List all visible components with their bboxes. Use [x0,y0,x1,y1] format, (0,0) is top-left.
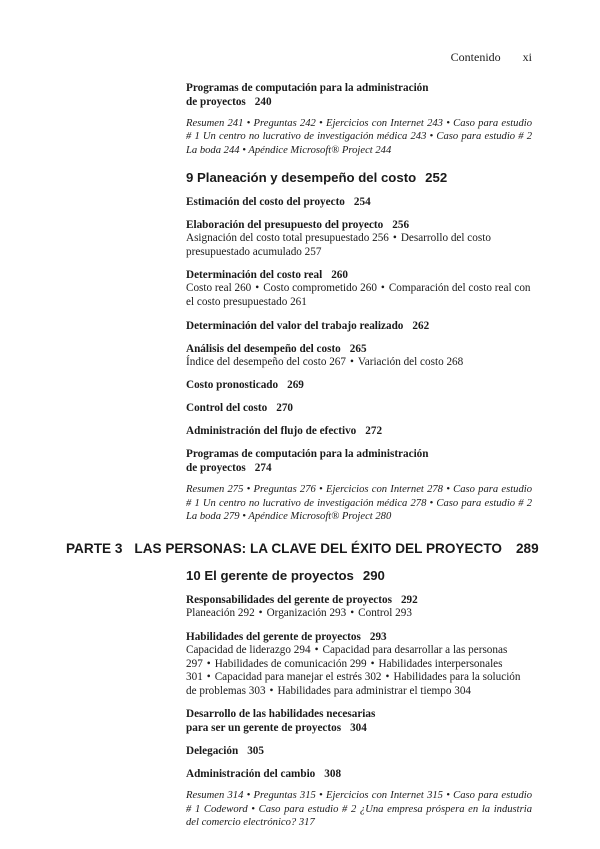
toc-section [186,268,532,309]
section-page-number: 269 [287,379,304,392]
section-heading[interactable] [186,81,532,109]
subsection-entry[interactable]: Habilidades interpersonales 301 [186,657,503,684]
bullet-separator: • [385,671,390,684]
bullet-separator: • [269,684,274,697]
section-heading[interactable] [186,424,532,438]
section-heading[interactable] [186,401,532,415]
section-page-number: 270 [276,402,293,415]
subsection-entry[interactable]: Habilidades de comunicación 299 [214,657,367,670]
section-title-line: Estimación del costo del proyecto [186,196,345,209]
subsection-entry[interactable]: Comparación del costo real con el costo presupuestado 261 [186,282,531,308]
section-heading[interactable] [186,630,532,644]
section-heading[interactable] [186,593,532,607]
subsection-entry[interactable]: Control 293 [358,607,412,620]
page-number: xi [522,50,532,64]
bullet-separator: • [314,644,319,656]
chapter-page-number: 252 [425,170,448,186]
section-page-number: 256 [392,219,410,232]
section-title-line: Programas de computación para la administración [186,448,429,461]
section-page-number: 305 [247,745,264,758]
section-title-line: para ser un gerente de proyectos [186,722,342,735]
section-heading[interactable] [186,767,532,781]
bullet-separator: • [258,607,263,620]
part-heading[interactable] [66,540,539,557]
chapter-heading[interactable] [186,568,532,584]
subsection-list [186,607,532,621]
section-title-line: Administración del cambio [186,768,316,781]
chapter-end-references: Resumen 275 • Preguntas 276 • Ejercicios con Internet 278 • Caso para estudio # 1 Un centro no lucrativo de investigación médica 278 • Caso para estudio # 2 La boda 279 • Apéndice Microsoft® Project 280 [186,484,532,522]
subsection-entry[interactable]: Capacidad para manejar el estrés 302 [214,671,382,684]
table-of-contents [66,72,539,830]
toc-section [186,424,532,438]
running-header [451,50,532,65]
subsection-entry[interactable]: Organización 293 [266,607,347,620]
subsection-entry[interactable]: Costo real 260 [186,282,252,295]
section-page-number: 274 [254,462,272,475]
section-heading[interactable] [186,218,532,232]
subsection-entry[interactable]: Desarrollo del costo presupuestado acumulado 257 [186,232,491,258]
bullet-separator: • [370,657,375,670]
toc-section [186,378,532,392]
subsection-list [186,232,532,259]
chapter-end-references: Resumen 314 • Preguntas 315 • Ejercicios con Internet 315 • Caso para estudio # 1 Codeword • Caso para estudio # 2 ¿Una empresa próspera en la industria del comercio electrónico? 317 [186,790,532,829]
section-title-line: Determinación del costo real [186,269,323,282]
chapter-page-number: 290 [362,568,385,584]
section-title-line: Costo pronosticado [186,379,279,392]
section-page-number: 272 [365,425,383,438]
section-title-line: Responsabilidades del gerente de proyectos [186,594,392,607]
section-page-number: 262 [412,319,430,332]
section-page-number: 260 [331,269,348,282]
subsection-entry[interactable]: Habilidades para administrar el tiempo 304 [277,684,472,697]
bullet-separator: • [380,282,385,295]
chapter-title: El gerente de proyectos [204,568,354,584]
toc-section [186,195,532,209]
bullet-separator: • [255,282,260,295]
part-label: PARTE 3 [66,541,123,557]
section-title-line: de proyectos [186,96,246,108]
header-title: Contenido [450,50,501,64]
toc-section [186,767,532,781]
toc-section [186,447,532,475]
subsection-entry[interactable]: Capacidad para desarrollar a las personas 297 [186,644,508,670]
subsection-entry[interactable]: Índice del desempeño del costo 267 [186,355,346,368]
subsection-entry[interactable]: Asignación del costo total presupuestado 256 [186,232,389,245]
toc-section [186,593,532,621]
subsection-entry[interactable]: Capacidad de liderazgo 294 [186,644,311,656]
section-title-line: Determinación del valor del trabajo realizado [186,319,404,332]
toc-section [186,342,532,370]
part-title: LAS PERSONAS: LA CLAVE DEL ÉXITO DEL PROYECTO [134,541,502,557]
section-title-line: Administración del flujo de efectivo [186,425,357,438]
chapter-heading[interactable] [186,170,532,186]
bullet-separator: • [392,232,397,245]
bullet-separator: • [350,355,354,368]
chapter-number: 10 [186,568,201,584]
section-heading[interactable] [186,319,532,333]
chapter-end-references: Resumen 241 • Preguntas 242 • Ejercicios con Internet 243 • Caso para estudio # 1 Un centro no lucrativo de investigación médica 243 • Caso para estudio # 2 La boda 244 • Apéndice Microsoft® Project 244 [186,118,532,156]
toc-section [186,319,532,333]
subsection-entry[interactable]: Habilidades para la solución de problemas 303 [186,671,521,697]
section-heading[interactable] [186,707,532,735]
section-title-line: de proyectos [186,462,246,475]
section-heading[interactable] [186,378,532,392]
toc-section [186,81,532,109]
section-page-number: 254 [353,196,371,209]
section-title-line: Habilidades del gerente de proyectos [186,631,361,643]
section-heading[interactable] [186,744,532,758]
chapter-title: Planeación y desempeño del costo [197,170,417,186]
part-page-number: 289 [516,541,539,557]
section-title-line: Análisis del desempeño del costo [186,342,341,355]
subsection-entry[interactable]: Planeación 292 [186,607,255,620]
bullet-separator: • [206,671,211,684]
section-title-line: Elaboración del presupuesto del proyecto [186,219,384,232]
section-heading[interactable] [186,447,532,475]
section-page-number: 265 [349,342,367,355]
section-page-number: 308 [324,768,342,781]
toc-section [186,630,532,698]
section-title-line: Desarrollo de las habilidades necesarias [186,708,376,721]
subsection-list [186,356,532,370]
section-title-line: Delegación [186,745,239,758]
toc-section [186,707,532,735]
chapter-number: 9 [186,170,194,186]
section-heading[interactable] [186,268,532,282]
subsection-list [186,644,532,698]
subsection-entry[interactable]: Costo comprometido 260 [263,282,377,295]
section-title-line: Programas de computación para la administración [186,82,429,94]
bullet-separator: • [206,657,211,670]
toc-section [186,218,532,259]
bullet-separator: • [350,607,355,620]
section-page-number: 304 [350,722,367,735]
section-title-line: Control del costo [186,402,268,415]
section-heading[interactable] [186,342,532,356]
toc-section [186,744,532,758]
section-heading[interactable] [186,195,532,209]
section-page-number: 293 [369,631,387,643]
subsection-list [186,282,532,309]
section-page-number: 292 [400,594,418,607]
toc-section [186,401,532,415]
section-page-number: 240 [254,96,272,108]
subsection-entry[interactable]: Variación del costo 268 [357,355,464,368]
